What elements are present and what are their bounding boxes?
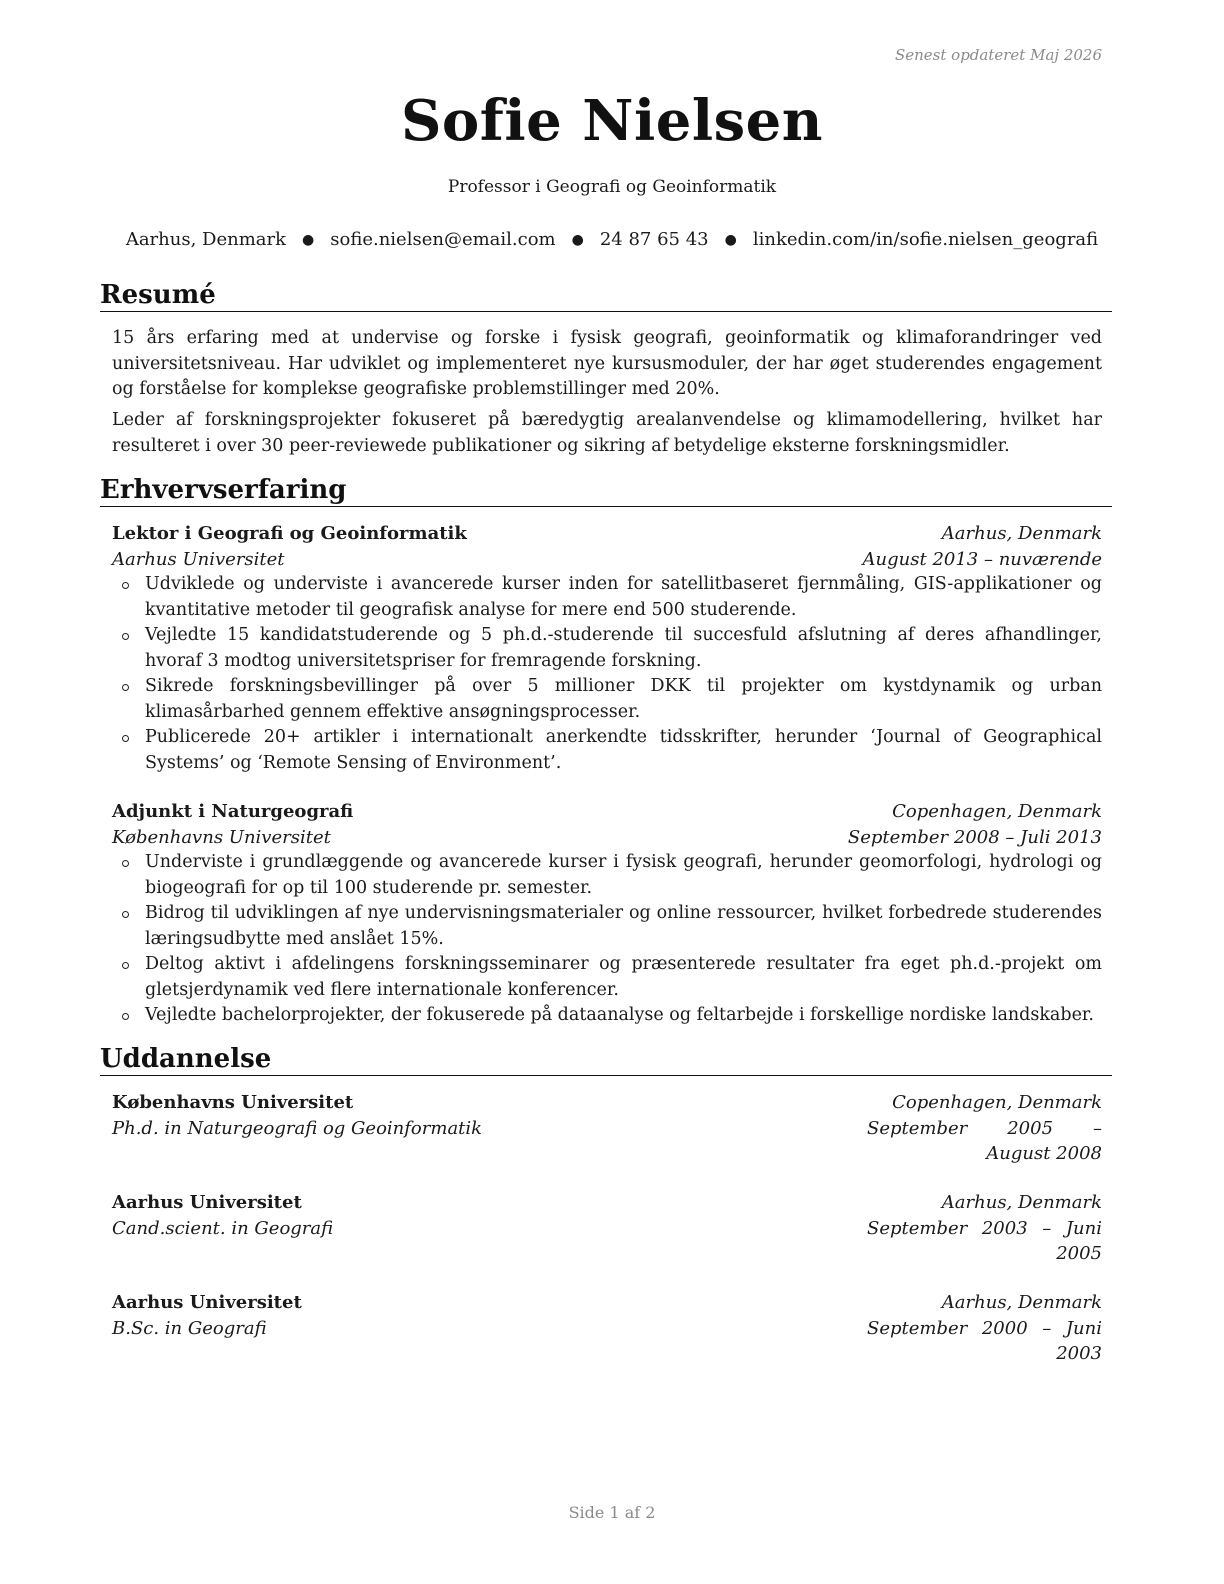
page-number: Side 1 af 2 xyxy=(568,1503,656,1522)
candidate-name: Sofie Nielsen xyxy=(400,88,823,154)
education-entry xyxy=(112,1190,1102,1267)
circle-bullet-icon xyxy=(122,735,129,742)
circle-bullet-icon xyxy=(122,582,129,589)
bullet-text: Bidrog til udviklingen af nye undervisningsmaterialer og online ressourcer, hvilket forbedrede studerendes læringsudbytte med anslået 15%. xyxy=(145,903,1102,949)
school-location: Aarhus, Denmark xyxy=(941,1192,1102,1213)
job-role: Adjunkt i Naturgeografi xyxy=(112,801,354,822)
summary-paragraph: Leder af forskningsprojekter fokuseret på bæredygtig arealanvendelse og klimamodellering, hvilket har resulteret i over 30 peer-reviewede publikationer og sikring af betydelige eksterne forskningsmidler. xyxy=(112,410,1102,456)
school-name: Aarhus Universitet xyxy=(112,1192,302,1213)
job-location: Copenhagen, Denmark xyxy=(892,801,1102,822)
job-bullet-list xyxy=(112,850,1102,1029)
bullet-separator: ● xyxy=(302,232,315,248)
bullet-text: Underviste i grundlæggende og avancerede kurser i fysisk geografi, herunder geomorfologi, hydrologi og biogeografi for op til 100 studerende pr. semester. xyxy=(145,852,1102,898)
section-title-experience: Erhvervserfaring xyxy=(100,475,1112,507)
section-title-education: Uddannelse xyxy=(100,1044,1112,1076)
list-item xyxy=(112,674,1102,725)
contact-linkedin[interactable]: linkedin.com/in/sofie.nielsen_geografi xyxy=(752,229,1099,250)
list-item xyxy=(112,1003,1102,1029)
circle-bullet-icon xyxy=(122,911,129,918)
list-item xyxy=(112,623,1102,674)
job-role: Lektor i Geografi og Geoinformatik xyxy=(112,523,467,544)
last-updated-note: Senest opdateret Maj 2026 xyxy=(894,46,1102,64)
list-item xyxy=(112,901,1102,952)
circle-bullet-icon xyxy=(122,1013,129,1020)
degree-name: Cand.scient. in Geografi xyxy=(112,1217,334,1239)
school-location: Aarhus, Denmark xyxy=(941,1292,1102,1313)
circle-bullet-icon xyxy=(122,684,129,691)
job-location: Aarhus, Denmark xyxy=(941,523,1102,544)
bullet-text: Udviklede og underviste i avancerede kurser inden for satellitbaseret fjernmåling, GIS-applikationer og kvantitative metoder til geografisk analyse for mere end 500 studerende. xyxy=(145,574,1102,620)
bullet-separator: ● xyxy=(724,232,737,248)
contact-phone: 24 87 65 43 xyxy=(599,229,709,250)
school-name: Københavns Universitet xyxy=(112,1092,354,1113)
bullet-text: Publicerede 20+ artikler i internationalt anerkendte tidsskrifter, herunder ‘Journal of Geographical Systems’ og ‘Remote Sensing of Environment’. xyxy=(145,727,1102,773)
circle-bullet-icon xyxy=(122,633,129,640)
job-entry xyxy=(112,521,1102,776)
bullet-text: Vejledte 15 kandidatstuderende og 5 ph.d.-studerende til succesfuld afslutning af deres afhandlinger, hvoraf 3 modtog universitetspriser for fremragende forskning. xyxy=(145,625,1102,671)
bullet-separator: ● xyxy=(571,232,584,248)
job-organization: Aarhus Universitet xyxy=(112,548,285,570)
education-entry xyxy=(112,1290,1102,1367)
education-dates: September 2003 – Juni 2005 xyxy=(867,1217,1102,1264)
job-bullet-list xyxy=(112,572,1102,776)
education-dates: September 2005 – August 2008 xyxy=(867,1117,1102,1164)
school-name: Aarhus Universitet xyxy=(112,1292,302,1313)
contact-location: Aarhus, Denmark xyxy=(125,229,287,250)
list-item xyxy=(112,725,1102,776)
education-entry xyxy=(112,1090,1102,1167)
contact-email[interactable]: sofie.nielsen@email.com xyxy=(330,229,556,250)
contact-line xyxy=(0,229,1224,250)
job-organization: Københavns Universitet xyxy=(112,826,331,848)
list-item xyxy=(112,952,1102,1003)
job-dates: August 2013 – nuværende xyxy=(862,548,1102,570)
degree-name: B.Sc. in Geografi xyxy=(112,1317,267,1339)
list-item xyxy=(112,572,1102,623)
list-item xyxy=(112,850,1102,901)
education-dates: September 2000 – Juni 2003 xyxy=(867,1317,1102,1364)
circle-bullet-icon xyxy=(122,962,129,969)
job-dates: September 2008 – Juli 2013 xyxy=(847,826,1102,848)
bullet-text: Vejledte bachelorprojekter, der fokuserede på dataanalyse og feltarbejde i forskellige nordiske landskaber. xyxy=(145,1005,1094,1025)
degree-name: Ph.d. in Naturgeografi og Geoinformatik xyxy=(112,1117,483,1139)
section-title-summary: Resumé xyxy=(100,280,1112,312)
bullet-text: Sikrede forskningsbevillinger på over 5 millioner DKK til projekter om kystdynamik og urban klimasårbarhed gennem effektive ansøgningsprocesser. xyxy=(145,676,1102,722)
bullet-text: Deltog aktivt i afdelingens forskningsseminarer og præsenterede resultater fra eget ph.d.-projekt om gletsjerdynamik ved flere internationale konferencer. xyxy=(145,954,1102,1000)
circle-bullet-icon xyxy=(122,860,129,867)
summary-paragraph: 15 års erfaring med at undervise og forske i fysisk geografi, geoinformatik og klimaforandringer ved universitetsniveau. Har udviklet og implementeret nye kursusmoduler, der har øget studerendes engagement og forståelse for komplekse geografiske problemstillinger med 20%. xyxy=(112,328,1102,399)
candidate-title: Professor i Geografi og Geoinformatik xyxy=(447,177,777,197)
school-location: Copenhagen, Denmark xyxy=(892,1092,1102,1113)
job-entry xyxy=(112,799,1102,1029)
